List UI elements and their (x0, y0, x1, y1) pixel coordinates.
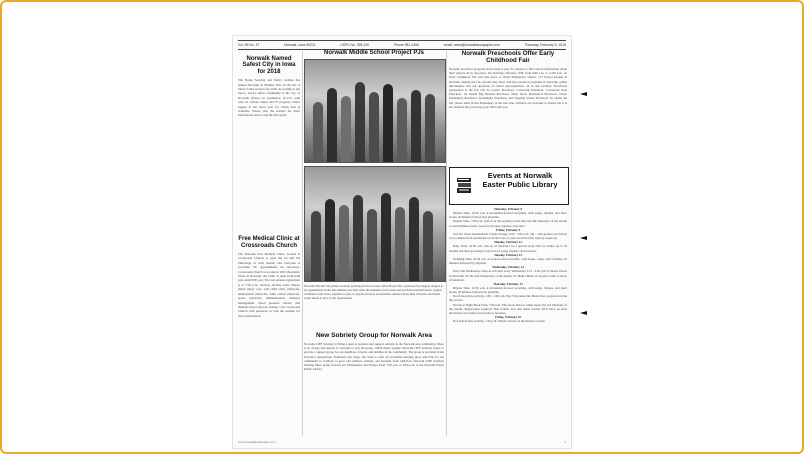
margin-marker (580, 92, 587, 96)
left-column (238, 50, 300, 410)
event-day-heading: Tuesday, February 13 (494, 252, 522, 257)
event-day-heading: Thursday, February 15 (493, 281, 523, 286)
article-safest-city-body: The Home Security and Safety website has named Norwalk as Number One on the list of Safest Cities in Iowa for 2018. According to the report, Iowa's safest community is the city of Norwalk (based on population 10,171) with only 10 violent crimes and 97 property crimes logged in the latest year for which data is available. Please visit the website for more information and to read the full report. (238, 78, 300, 118)
margin-marker (580, 236, 587, 240)
group-photo-bottom (304, 166, 446, 282)
event-item: Early Out Wednesday. Drop in activities every Wednesday 2:15 - 4:00 p.m. If there's school in Norwalk! On the 2nd Wednesday of the month, it's Make! Make art projects with a variety of materials. (449, 269, 567, 282)
article-preschools-body: Norwalk preschool programs have made it easy for parents to find current information about their schools all in one place. On Saturday, February 10th, from 9:00 a.m. to 11:00 a.m., an Early Childhood Fair will take place at Oviatt Elementary School, 713 School Avenue in Norwalk. During the fair, parents may meet with the preschool programs in Norwalk, gather information, and ask questions of school representatives, all in one location. Preschools represented at the fair will be Carol's Preschool, Crosswalk Preschool, Crossroads Kids Preschool, Lil Hands Big Dreams Preschool, Main Street Montessori Preschool, Oviatt Elementary Preschool, Serendipity Preschool, and Stepping Stones Preschool. To attend the fair, please enter Oviatt Elementary at the east side. Children are welcome to attend, but it is not required that you bring your child with you. (449, 67, 567, 109)
event-item: Rhyme Time, 10:30 a.m. A movement-focused storytime, with songs, rhymes, and short books, 20 minutes followed by playtime. (449, 285, 567, 295)
article-medical-clinic-body: The Norwalk Free Medical Clinic, located at Crossroads Church, is open the 1st and 3rd Thursdays of each month, and everyone is welcome. No appointments are necessary. Crossroads Church is located at 2601 Beardsley Street in Norwalk, the Clinic is open from 6:00 p.m. until 8:00 p.m. The last patient registration is at 7:30 p.m. Services include acute illness, minor injury care, well child visits, physicals, employment physicals, adult school physicals, sports physicals, immunizations, diabetes management, blood pressure checks, and diabetes blood glucose testing. Call Crossroads Church with questions or visit the website for more information. (238, 252, 300, 318)
library-events-banner (449, 167, 569, 205)
masthead-phone: Phone 981-0406 (393, 43, 419, 47)
page-number: 1 (564, 440, 566, 444)
event-item: Just For Teens International Candy Tasting, 4:00 - 5:00 p.m. 5th - 12th graders are invited to try candies from around the world and vote on your favorites! (No sign-up required). (449, 231, 567, 241)
event-day-heading: Monday, February 12 (494, 240, 522, 245)
event-item: Baby Time, 10:30 a.m. Join us on Mondays for a special story time for babies up to 18 months and their grownups. Learn lots of songs, rhymes, and bounces! (449, 244, 567, 253)
masthead-email: email: news@norwalkiowapaper.com (443, 43, 500, 47)
column-divider (302, 51, 303, 436)
masthead-date: Thursday, February 8, 2018 (524, 43, 566, 47)
photo-caption: Norwalk 6th and 7th graders recently participated in an event called Project PJs, sponsored by Angels. Angels is an organization in the Des Moines area that visits the homeless each week and provides essential needs. Angels volunteers will collect pajamas to give to anyone in need, and students donated more than 100 pairs and made warm meals to give to the organization. (304, 284, 443, 300)
newspaper-page (233, 36, 571, 448)
margin-marker (580, 311, 587, 315)
masthead-usps: USPS No. 395-120 (340, 43, 370, 47)
event-item: Not-School Day Activity, 1:00 - 4:00 p.m. Play Wii games like Mario Kart, projected on the big screen! (449, 294, 567, 303)
headline-medical-clinic: Free Medical Clinic at Crossroads Church (238, 236, 300, 249)
event-item: Not-School Day Activity, 1:30 p.m. Watch a movie on the library's screen! (453, 319, 546, 324)
group-photo-top (304, 59, 446, 163)
event-day-heading: Friday, February 16 (495, 315, 521, 320)
column-divider (446, 51, 447, 436)
event-item: Rhyme Time, 10:30 a.m. A movement-focused storytime, with songs, rhymes, and short books, 20 minutes followed by playtime. (449, 211, 567, 220)
event-item: Novels at Night Book Club, 7:00 p.m. This book club for adults meets the 3rd Thursday of the month. Registration required. This month, let's talk about books! We'll have an open discussion on recently read books or favorites. (449, 302, 567, 315)
library-events-list (449, 207, 567, 435)
article-sobriety-body: Norwalk LIFE Sobriety is filling a need to promote and support sobriety in the Norwalk area community. There is no charge and anyone is welcome to join the group, which meets weekly. Norwalk LIFE Sobriety meets to provide a support group for our neighbors, friends, and families in the community. The group is provided in the Narcotics Anonymous Traditions and Steps. We want to offer an accessible meeting place and time for the community to continue to grow and embrace sobriety and freedom from addiction. Norwalk LIFE Sobriety meeting times going forward are Wednesdays and Fridays from 7:00 p.m. to 8:00 p.m. at the Norwalk Easter Public Library. (304, 342, 444, 372)
masthead-location: Norwalk, Iowa 50211 (284, 43, 316, 47)
footer-website: www.norwalkiowapaper.com (238, 440, 276, 444)
event-item: Pajama Time, 7:00 p.m. Join us in the evening on the 2nd and 4th Thursdays of the month to read bedtime stories. Great for all ages, pajamas welcome! (449, 219, 567, 228)
photo-headline: Norwalk Middle School Project PJs (323, 50, 425, 56)
event-day-heading: Wednesday, February 14 (492, 265, 524, 270)
page-footer (238, 440, 566, 444)
headline-sobriety-group: New Sobriety Group for Norwalk Area (315, 332, 433, 339)
event-day-heading: Thursday, February 8 (494, 207, 522, 211)
masthead-volume: Vol. 59 No. 37 (238, 43, 260, 47)
masthead (238, 40, 566, 50)
headline-safest-city: Norwalk Named Safest City in Iowa for 2018 (242, 56, 296, 75)
book-stack-icon (456, 175, 472, 195)
library-events-title: Events at Norwalk Easter Public Library (482, 171, 558, 189)
event-day-heading: Friday, February 9 (495, 227, 521, 232)
event-item: Toddling Time, 10:30 a.m. A book-focused storytime, with books, songs, and activities, 25 minutes followed by playtime. (449, 256, 567, 266)
headline-preschools: Norwalk Preschools Offer Early Childhood Fair (461, 50, 555, 64)
